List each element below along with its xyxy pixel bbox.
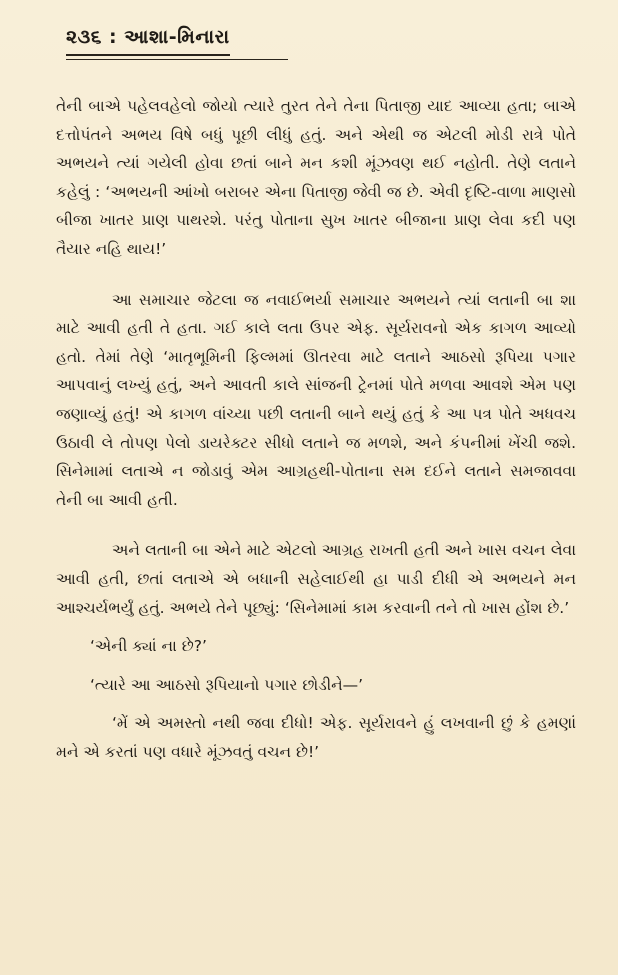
header-underline: [66, 59, 288, 60]
body-text: [56, 92, 576, 766]
closing-paragraph: ‘મેં એ અમસ્તો નથી જવા દીધો! એફ. સૂર્યરાવને હું લખવાની છું કે હમણાં મને એ કરતાં પણ વધારે મૂંઝવતું વચન છે!’: [56, 714, 576, 761]
paragraph-1: તેની બાએ પહેલવહેલો જોયો ત્યારે તુરત તેને તેના પિતાજી યાદ આવ્યા હતા; બાએ દત્તોપંતને અભય વિષે બધું પૂછી લીધું હતું. અને એથી જ એટલી મોડી રાત્રે પોતે અભયને ત્યાં ગયેલી હોવા છતાં બાને મન કશી મૂંઝવણ થઈ નહોતી. તેણે લતાને કહેલું : ‘અભયની આંખો બરાબર એના પિતાજી જેવી જ છે. એવી દૃષ્ટિ-વાળા માણસો બીજા ખાતર પ્રાણ પાથરશે. પરંતુ પોતાના સુખ ખાતર બીજાના પ્રાણ લેવા કદી પણ તૈયાર નહિ થાય!’: [56, 97, 576, 258]
paragraph-3: અને લતાની બા એને માટે એટલો આગ્રહ રાખતી હતી અને ખાસ વચન લેવા આવી હતી, છતાં લતાએ એ બધાની સહેલાઈથી હા પાડી દીધી એ અભયને મન આશ્ચર્યભર્યું હતું. અભયે તેને પૂછ્યું: ‘સિનેમામાં કામ કરવાની તને તો ખાસ હોંશ છે.’: [56, 541, 576, 617]
dialogue-line-1: ‘એની ક્યાં ના છે?’: [90, 637, 207, 656]
paragraph-2: આ સમાચાર જેટલા જ નવાઈભર્યા સમાચાર અભયને ત્યાં લતાની બા શા માટે આવી હતી તે હતા. ગઈ કાલે લતા ઉપર એફ. સૂર્યરાવનો એક કાગળ આવ્યો હતો. તેમાં તેણે ‘માતૃભૂમિની ફિલ્મમાં ઊતરવા માટે લતાને આઠસો રૂપિયા પગાર આપવાનું લખ્યું હતું, અને આવતી કાલે સાંજની ટ્રેનમાં પોતે મળવા આવશે એમ પણ જણાવ્યું હતું! એ કાગળ વાંચ્યા પછી લતાની બાને થયું હતું કે આ પત્ર પોતે અધવચ ઉઠાવી લે તોપણ પેલો ડાયરેક્ટર સીધો લતાને જ મળશે, અને કંપનીમાં ખેંચી જશે. સિનેમામાં લતાએ ન જોડાવું એમ આગ્રહથી-પોતાના સમ દઈને લતાને સમજાવવા તેની બા આવી હતી.: [56, 290, 576, 509]
running-head: ૨૩૬ : આશા-મિનારા: [66, 26, 230, 56]
dialogue-line-2: ‘ત્યારે આ આઠસો રૂપિયાનો પગાર છોડીને—’: [90, 675, 364, 694]
